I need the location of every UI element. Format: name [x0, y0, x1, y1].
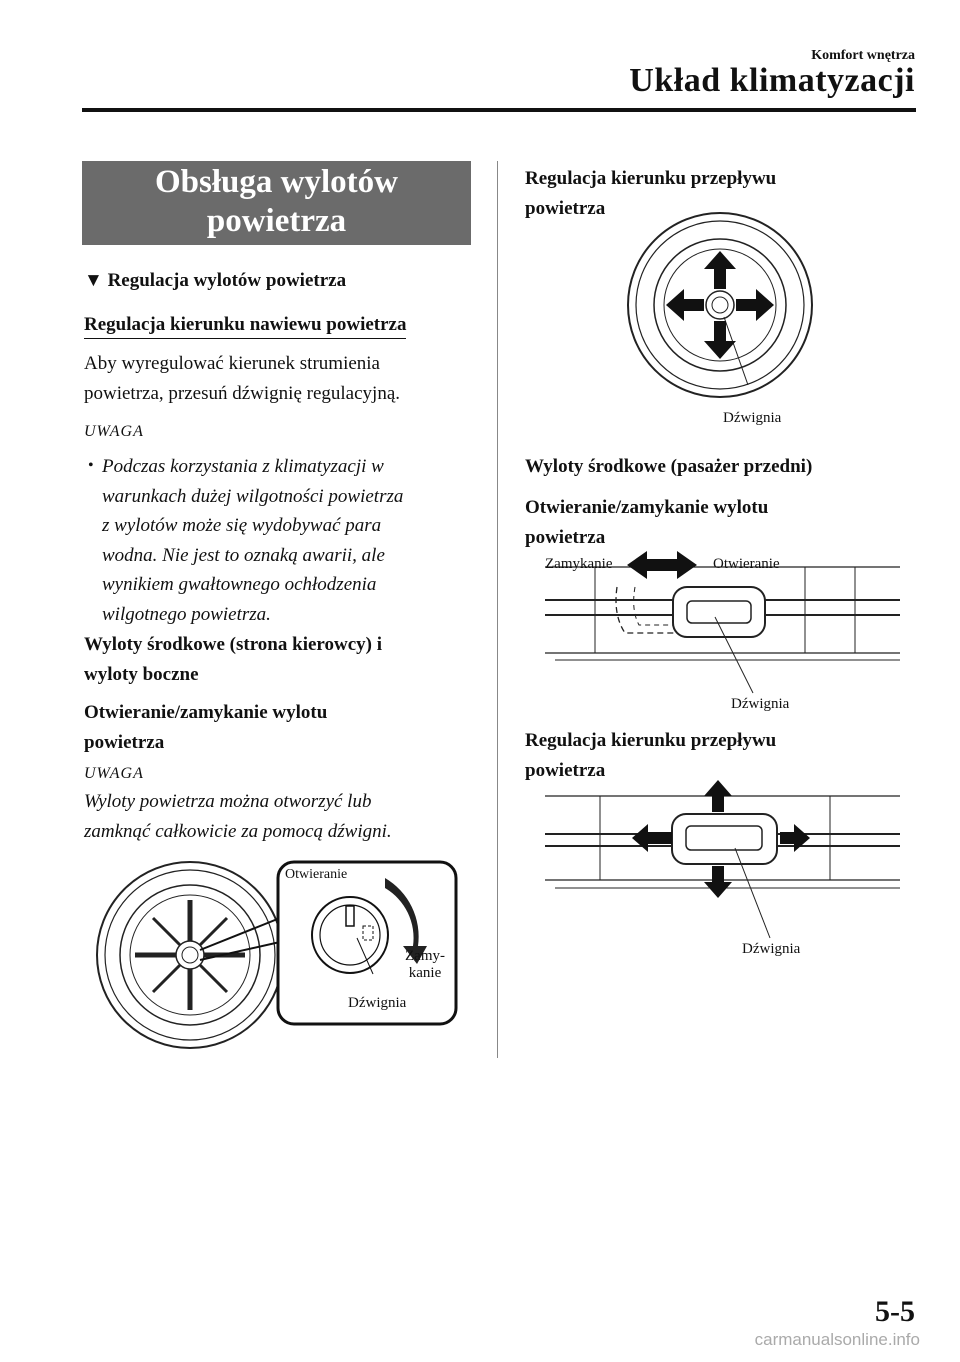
note2-text [84, 787, 392, 847]
round-vent-illustration-2 [628, 213, 812, 397]
left-section2-line-1: Wyloty środkowe (strona kierowcy) i [84, 634, 383, 655]
header-rule [82, 108, 916, 112]
horizontal-vent-illustration [545, 567, 900, 693]
fig3-open-label: Otwieranie [713, 556, 780, 572]
right-section1-line-1: Regulacja kierunku przepływu [525, 168, 777, 189]
column-divider [497, 161, 498, 1058]
fig1-lever-label: Dźwignia [348, 995, 407, 1011]
left-section3-line-1: Otwieranie/zamykanie wylotu [84, 702, 328, 723]
right-section2: Wyloty środkowe (pasażer przedni) [525, 456, 813, 477]
right-section3-line-1: Otwieranie/zamykanie wylotu [525, 497, 769, 518]
fig1-open-label: Otwieranie [285, 867, 348, 882]
section-banner [82, 161, 471, 245]
fig3-lever-label: Dźwignia [731, 696, 790, 712]
fig1-close-line-1: Zamy- [405, 948, 445, 964]
note1-line: Podczas korzystania z klimatyzacji w [102, 456, 384, 477]
left-section2 [84, 630, 382, 690]
banner-line-1: Obsługa wylotów [155, 164, 398, 200]
fig1-close-line-2: kanie [408, 965, 442, 981]
banner-line-2: powietrza [206, 203, 347, 239]
note1-bullet: • [88, 457, 94, 474]
note1-line: wynikiem gwałtownego ochłodzenia [102, 574, 377, 595]
page-title: Układ klimatyzacji [629, 62, 915, 99]
fig2-lever-label: Dźwignia [723, 410, 782, 426]
right-section4-line-2: powietrza [525, 760, 606, 781]
intro-paragraph [84, 349, 400, 409]
triangle-marker-icon: ▼ [84, 270, 103, 291]
right-section4-line-1: Regulacja kierunku przepływu [525, 730, 777, 751]
page-number: 5-5 [875, 1295, 915, 1328]
left-right-arrow-icon [627, 551, 697, 579]
round-vent-illustration [97, 862, 283, 1048]
left-section2-line-2: wyloty boczne [84, 664, 199, 685]
note2-title: UWAGA [84, 765, 144, 782]
right-section4 [525, 726, 776, 786]
note1-list [102, 452, 403, 629]
note1-line: wodna. Nie jest to oznaką awarii, ale [102, 544, 385, 566]
right-section1-line-2: powietrza [525, 198, 606, 219]
note2-line-2: zamknąć całkowicie za pomocą dźwigni. [84, 821, 392, 842]
left-section3 [84, 698, 327, 758]
note1-line: warunkach dużej wilgotności powietrza [102, 485, 404, 507]
note1-line: wilgotnego powietrza. [102, 603, 271, 625]
left-subheading: Regulacja kierunku nawiewu powietrza [84, 314, 406, 339]
intro-line-1: Aby wyregulować kierunek strumienia [84, 353, 380, 374]
fig3-close-label: Zamykanie [545, 556, 613, 572]
header-section: Komfort wnętrza [811, 48, 915, 63]
figure-round-vent-direction [620, 225, 820, 410]
left-section3-line-2: powietrza [84, 732, 165, 753]
note2-line-1: Wyloty powietrza można otworzyć lub [84, 791, 372, 812]
note1-line: z wylotów może się wydobywać para [102, 515, 382, 536]
left-heading-text: Regulacja wylotów powietrza [107, 270, 347, 291]
right-section3 [525, 493, 768, 553]
right-section3-line-2: powietrza [525, 527, 606, 548]
note1-title: UWAGA [84, 423, 144, 440]
fig4-lever-label: Dźwignia [742, 941, 801, 957]
left-heading [84, 270, 346, 292]
watermark: carmanualsonline.info [754, 1330, 920, 1349]
fig1-close-label [405, 948, 445, 982]
four-direction-arrows-icon [666, 251, 774, 359]
figure-horizontal-vent-direction [540, 778, 905, 943]
intro-line-2: powietrza, przesuń dźwignię regulacyjną. [84, 383, 401, 404]
